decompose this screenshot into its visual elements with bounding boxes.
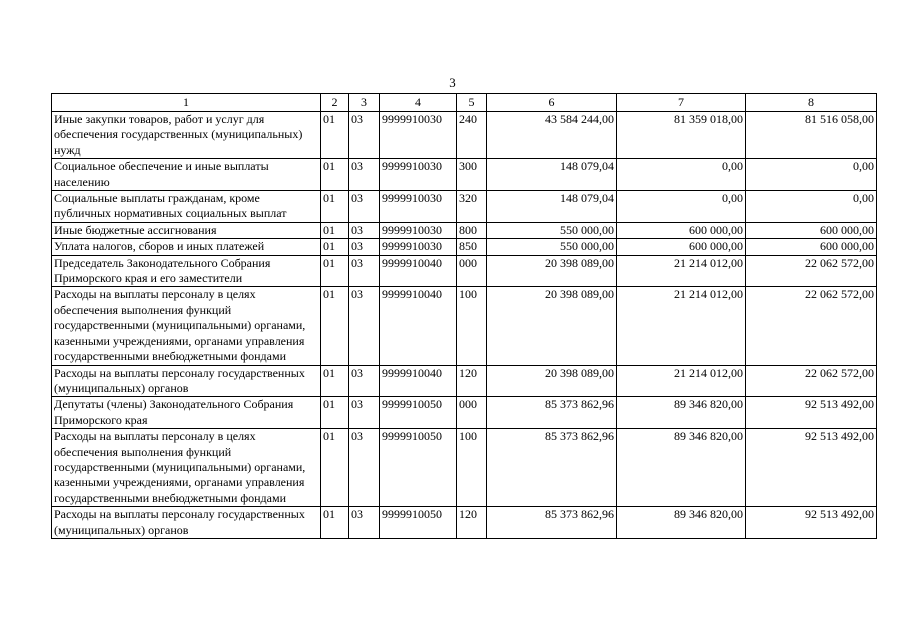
amount-col6-cell: 20 398 089,00 [487, 287, 617, 365]
page-number: 3 [449, 75, 456, 90]
amount-col7-cell: 21 214 012,00 [617, 365, 746, 397]
expense-type-code-cell: 120 [457, 365, 487, 397]
target-item-code-cell: 9999910040 [380, 365, 457, 397]
expense-type-code-cell: 000 [457, 255, 487, 287]
expense-type-code-cell: 850 [457, 239, 487, 255]
subsection-code-cell: 03 [349, 365, 380, 397]
subsection-code-cell: 03 [349, 255, 380, 287]
amount-col7-cell: 0,00 [617, 191, 746, 223]
subsection-code-cell: 03 [349, 159, 380, 191]
row-name-cell: Социальное обеспечение и иные выплаты населению [52, 159, 321, 191]
amount-col7-cell: 21 214 012,00 [617, 255, 746, 287]
amount-col7-cell: 0,00 [617, 159, 746, 191]
target-item-code-cell: 9999910040 [380, 255, 457, 287]
subsection-code-cell: 03 [349, 429, 380, 507]
table-row [52, 429, 877, 507]
subsection-code-cell: 03 [349, 112, 380, 159]
expense-type-code-cell: 120 [457, 507, 487, 539]
subsection-code-cell: 03 [349, 507, 380, 539]
column-header: 7 [617, 94, 746, 112]
row-name-cell: Социальные выплаты гражданам, кроме публичных нормативных социальных выплат [52, 191, 321, 223]
target-item-code-cell: 9999910030 [380, 239, 457, 255]
expense-type-code-cell: 300 [457, 159, 487, 191]
amount-col7-cell: 89 346 820,00 [617, 507, 746, 539]
column-header: 5 [457, 94, 487, 112]
target-item-code-cell: 9999910050 [380, 429, 457, 507]
subsection-code-cell: 03 [349, 222, 380, 238]
section-code-cell: 01 [321, 287, 349, 365]
subsection-code-cell: 03 [349, 191, 380, 223]
header-row [52, 94, 877, 112]
row-name-cell: Депутаты (члены) Законодательного Собрания Приморского края [52, 397, 321, 429]
target-item-code-cell: 9999910030 [380, 159, 457, 191]
amount-col6-cell: 85 373 862,96 [487, 507, 617, 539]
target-item-code-cell: 9999910050 [380, 507, 457, 539]
amount-col7-cell: 89 346 820,00 [617, 397, 746, 429]
table-row [52, 365, 877, 397]
amount-col7-cell: 89 346 820,00 [617, 429, 746, 507]
amount-col8-cell: 22 062 572,00 [746, 255, 877, 287]
section-code-cell: 01 [321, 429, 349, 507]
target-item-code-cell: 9999910030 [380, 191, 457, 223]
table-row [52, 112, 877, 159]
amount-col6-cell: 148 079,04 [487, 191, 617, 223]
section-code-cell: 01 [321, 507, 349, 539]
amount-col7-cell: 21 214 012,00 [617, 287, 746, 365]
expense-type-code-cell: 800 [457, 222, 487, 238]
section-code-cell: 01 [321, 159, 349, 191]
amount-col8-cell: 92 513 492,00 [746, 507, 877, 539]
amount-col7-cell: 600 000,00 [617, 222, 746, 238]
expense-type-code-cell: 100 [457, 287, 487, 365]
budget-table [51, 93, 877, 539]
amount-col6-cell: 20 398 089,00 [487, 365, 617, 397]
amount-col6-cell: 20 398 089,00 [487, 255, 617, 287]
amount-col6-cell: 550 000,00 [487, 239, 617, 255]
column-header: 2 [321, 94, 349, 112]
table-row [52, 191, 877, 223]
subsection-code-cell: 03 [349, 239, 380, 255]
amount-col8-cell: 22 062 572,00 [746, 365, 877, 397]
section-code-cell: 01 [321, 112, 349, 159]
amount-col7-cell: 81 359 018,00 [617, 112, 746, 159]
row-name-cell: Расходы на выплаты персоналу государственных (муниципальных) органов [52, 507, 321, 539]
table-row [52, 507, 877, 539]
section-code-cell: 01 [321, 191, 349, 223]
target-item-code-cell: 9999910030 [380, 112, 457, 159]
column-header: 3 [349, 94, 380, 112]
row-name-cell: Уплата налогов, сборов и иных платежей [52, 239, 321, 255]
section-code-cell: 01 [321, 255, 349, 287]
amount-col8-cell: 92 513 492,00 [746, 397, 877, 429]
section-code-cell: 01 [321, 222, 349, 238]
amount-col8-cell: 81 516 058,00 [746, 112, 877, 159]
subsection-code-cell: 03 [349, 287, 380, 365]
amount-col6-cell: 85 373 862,96 [487, 429, 617, 507]
table-body [52, 112, 877, 539]
table-row [52, 255, 877, 287]
row-name-cell: Иные бюджетные ассигнования [52, 222, 321, 238]
column-header: 4 [380, 94, 457, 112]
target-item-code-cell: 9999910030 [380, 222, 457, 238]
amount-col6-cell: 85 373 862,96 [487, 397, 617, 429]
row-name-cell: Расходы на выплаты персоналу государственных (муниципальных) органов [52, 365, 321, 397]
expense-type-code-cell: 240 [457, 112, 487, 159]
target-item-code-cell: 9999910040 [380, 287, 457, 365]
amount-col8-cell: 600 000,00 [746, 239, 877, 255]
table-row [52, 397, 877, 429]
amount-col6-cell: 550 000,00 [487, 222, 617, 238]
row-name-cell: Иные закупки товаров, работ и услуг для обеспечения государственных (муниципальных) нужд [52, 112, 321, 159]
table-row [52, 287, 877, 365]
table-row [52, 222, 877, 238]
amount-col7-cell: 600 000,00 [617, 239, 746, 255]
table-row [52, 159, 877, 191]
expense-type-code-cell: 320 [457, 191, 487, 223]
amount-col6-cell: 148 079,04 [487, 159, 617, 191]
amount-col8-cell: 22 062 572,00 [746, 287, 877, 365]
row-name-cell: Расходы на выплаты персоналу в целях обеспечения выполнения функций государственными (муниципальными) органами, казенными учреждениями, органами управления государственными внебюджетными фондами [52, 287, 321, 365]
section-code-cell: 01 [321, 365, 349, 397]
column-header: 8 [746, 94, 877, 112]
section-code-cell: 01 [321, 397, 349, 429]
target-item-code-cell: 9999910050 [380, 397, 457, 429]
row-name-cell: Председатель Законодательного Собрания Приморского края и его заместители [52, 255, 321, 287]
expense-type-code-cell: 100 [457, 429, 487, 507]
column-header: 6 [487, 94, 617, 112]
expense-type-code-cell: 000 [457, 397, 487, 429]
amount-col8-cell: 0,00 [746, 191, 877, 223]
column-header: 1 [52, 94, 321, 112]
amount-col8-cell: 92 513 492,00 [746, 429, 877, 507]
amount-col8-cell: 0,00 [746, 159, 877, 191]
subsection-code-cell: 03 [349, 397, 380, 429]
amount-col8-cell: 600 000,00 [746, 222, 877, 238]
row-name-cell: Расходы на выплаты персоналу в целях обеспечения выполнения функций государственными (муниципальными) органами, казенными учреждениями, органами управления государственными внебюджетными фондами [52, 429, 321, 507]
section-code-cell: 01 [321, 239, 349, 255]
table-row [52, 239, 877, 255]
amount-col6-cell: 43 584 244,00 [487, 112, 617, 159]
